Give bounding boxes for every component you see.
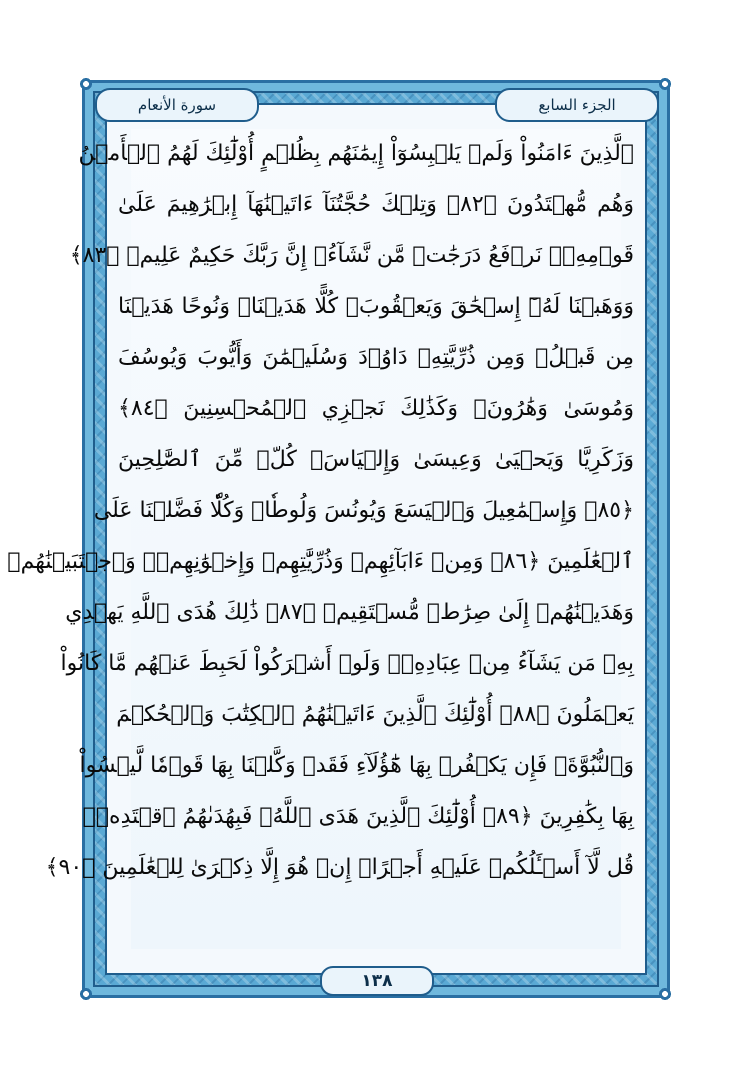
corner-ornament-bottom-right xyxy=(656,985,674,1003)
text-line: وَمُوسَىٰ وَهَٰرُونَۚ وَكَذَٰلِكَ نَجۡزِي ٱلۡمُحۡسِنِينَ ﴿٨٤﴾ xyxy=(118,396,634,421)
text-line: مِن قَبۡلُۖ وَمِن ذُرِّيَّتِهِۦ دَاوُۥدَ وَسُلَيۡمَٰنَ وَأَيُّوبَ وَيُوسُفَ xyxy=(118,345,634,370)
text-line: وَزَكَرِيَّا وَيَحۡيَىٰ وَعِيسَىٰ وَإِلۡيَاسَۖ كُلّٞ مِّنَ ٱلصَّٰلِحِينَ xyxy=(118,447,634,472)
text-line: وَوَهَبۡنَا لَهُۥٓ إِسۡحَٰقَ وَيَعۡقُوبَۚ كُلًّا هَدَيۡنَاۚ وَنُوحًا هَدَيۡنَا xyxy=(118,294,634,319)
text-line: ٱلَّذِينَ ءَامَنُواْ وَلَمۡ يَلۡبِسُوٓاْ إِيمَٰنَهُم بِظُلۡمٍ أُوْلَٰٓئِكَ لَهُمُ ٱلۡأَمۡنُ xyxy=(78,141,634,166)
corner-ornament-top-right xyxy=(656,75,674,93)
text-line: يَعۡمَلُونَ ﴿٨٨﴾ أُوْلَٰٓئِكَ ٱلَّذِينَ ءَاتَيۡنَٰهُمُ ٱلۡكِتَٰبَ وَٱلۡحُكۡمَ xyxy=(116,702,634,727)
text-line: وَٱلنُّبُوَّةَۚ فَإِن يَكۡفُرۡ بِهَا هَٰٓؤُلَآءِ فَقَدۡ وَكَّلۡنَا بِهَا قَوۡمٗا لَّيۡسُواْ xyxy=(79,753,634,778)
text-line: ﴿٨٥﴾ وَإِسۡمَٰعِيلَ وَٱلۡيَسَعَ وَيُونُسَ وَلُوطٗاۚ وَكُلّٗا فَضَّلۡنَا عَلَى xyxy=(93,498,634,523)
corner-ornament-bottom-left xyxy=(77,985,95,1003)
page-number: ١٣٨ xyxy=(320,966,434,996)
text-line: بِهَا بِكَٰفِرِينَ ﴿٨٩﴾ أُوْلَٰٓئِكَ ٱلَّذِينَ هَدَى ٱللَّهُۖ فَبِهُدَىٰهُمُ ٱقۡتَدِهۡۗ xyxy=(82,804,634,829)
surah-header: سورة الأنعام xyxy=(95,88,259,122)
text-line: قَوۡمِهِۦۚ نَرۡفَعُ دَرَجَٰتٖ مَّن نَّشَآءُۗ إِنَّ رَبَّكَ حَكِيمٌ عَلِيمٞ ﴿٨٣﴾ xyxy=(69,243,634,268)
text-line: وَهُم مُّهۡتَدُونَ ﴿٨٢﴾ وَتِلۡكَ حُجَّتُنَآ ءَاتَيۡنَٰهَآ إِبۡرَٰهِيمَ عَلَىٰ xyxy=(118,192,634,217)
text-line: قُل لَّآ أَسۡـَٔلُكُمۡ عَلَيۡهِ أَجۡرًاۖ إِنۡ هُوَ إِلَّا ذِكۡرَىٰ لِلۡعَٰلَمِينَ ﴿٩٠﴾ xyxy=(45,855,634,880)
corner-ornament-top-left xyxy=(77,75,95,93)
text-line: بِهِۦ مَن يَشَآءُ مِنۡ عِبَادِهِۦۚ وَلَوۡ أَشۡرَكُواْ لَحَبِطَ عَنۡهُم مَّا كَانُواْ xyxy=(60,651,634,676)
verse-text-block xyxy=(7,128,634,948)
juz-header: الجزء السابع xyxy=(495,88,659,122)
text-line: وَهَدَيۡنَٰهُمۡ إِلَىٰ صِرَٰطٖ مُّسۡتَقِيمٖ ﴿٨٧﴾ ذَٰلِكَ هُدَى ٱللَّهِ يَهۡدِي xyxy=(65,600,634,625)
text-line: ٱلۡعَٰلَمِينَ ﴿٨٦﴾ وَمِنۡ ءَابَآئِهِمۡ وَذُرِّيَّٰتِهِمۡ وَإِخۡوَٰنِهِمۡۖ وَٱجۡتَبَيۡنَٰهُمۡ xyxy=(7,549,634,574)
